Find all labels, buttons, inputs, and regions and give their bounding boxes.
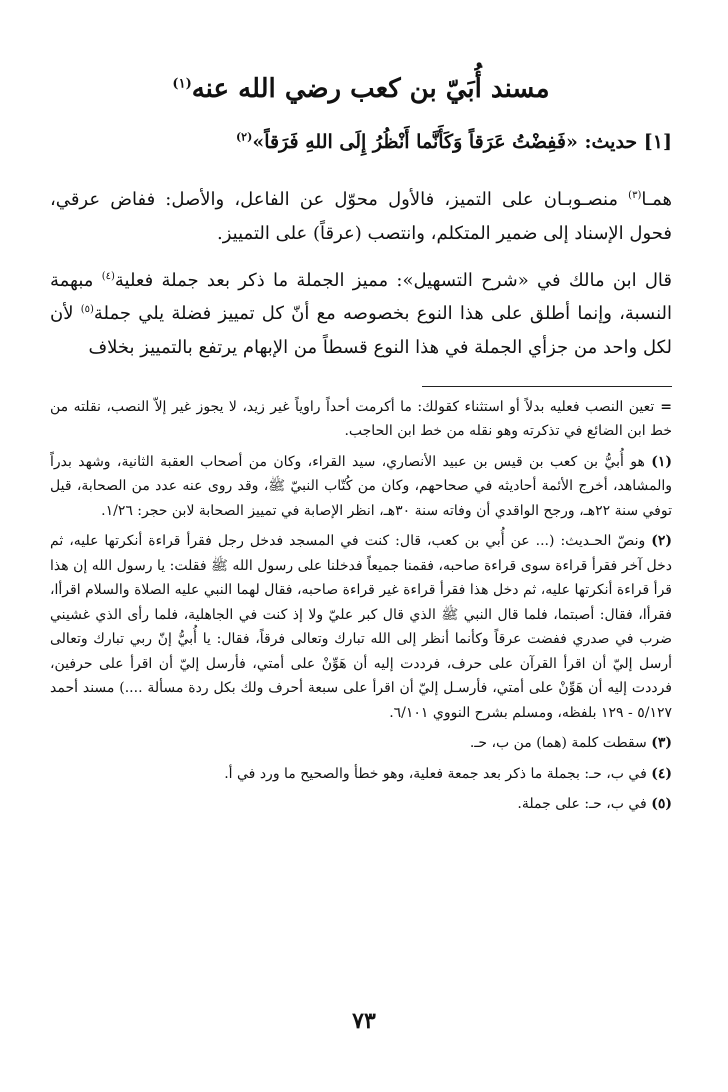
footnote-4-number: (٤) [651,765,672,782]
footnote-2-text: ونصّ الحـديث: (... عن أُبي بن كعب، قال: كنت في المسجد فدخل رجل فقرأ قراءة أنكرتها عليه، ثم دخل آخر فقرأ قراءة سوى قراءة صاحبه، فقمنا جميعاً فدخلنا على رسول الله ﷺ فقلت: يا رسول الله إن هذا قرأ قراءة أنكرتها عليه، ثم دخل هذا فقرأ قراءة غير قراءة صاحبه، فقال لهما النبي عليه الصلاة والسلام اقرأا، فقرأا، فقال: أصبتما، فلما قال النبي ﷺ الذي قال كبر عليّ ولا إذ كنت في الجاهلية، فلما رأى الذي غشيني ضرب في صدري ففضت عرقاً وكأنما أنظر إلى الله تبارك وتعالى فرقاً، فقال: يا أُبيُّ إنّ ربي تبارك وتعالى أرسل إليّ أن اقرأ القرآن على حرف، فرددت إليه أن هَوِّنْ على أمتي، فأرسل إليّ أن اقرأ على حرفين، فرددت إليه أن هَوِّنْ على أمتي، فأرسـل إليّ أن اقرأ على سبعة أحرف ولك بكل ردة مسألة ....) مسند أحمد ٥/١٢٧ - ١٢٩ بلفظه، ومسلم بشرح النووي ٦/١٠١. [50,533,673,721]
footnote-5-number: (٥) [651,796,672,813]
footnote-1-text: هو أُبيُّ بن كعب بن قيس بن عبيد الأنصاري، سيد القراء، وكان من أصحاب العقبة الثانية، وشهد بدراً والمشاهد، أخرج الأئمة أحاديثه في صحاحهم، وكان من كُتّاب النبيّ ﷺ، وقد روى عنه عدد من الصحابة، قيل توفي سنة ٢٢هـ، ورجح الواقدي أن وفاته سنة ٣٠هـ، انظر الإصابة في تمييز الصحابة لابن حجر: ١/٢٦. [50,453,672,519]
section-title-text: مسند أُبَيّ بن كعب رضي الله عنه [191,74,550,104]
footnote-5-text: في ب، حـ: على جملة. [517,796,647,813]
footnotes [50,395,672,817]
hadith-text: «فَفِضْتُ عَرَقاً وَكَأَنَّما أَنْظُرُ إِلَى اللهِ فَرَقاً» [252,131,578,153]
paragraph-1-start: همـا [641,189,672,211]
section-title [50,70,672,109]
paragraph-2-middle: مبهمة النسبة، وإنما أطلق على هذا النوع بخصوصه مع أنّ كل تمييز فضلة يلي جملة [50,269,672,325]
body-paragraph-1 [50,183,672,250]
footnote-4-text: في ب، حـ: بجملة ما ذكر بعد جمعة فعلية، وهو خطأ والصحيح ما ورد في أ. [224,765,647,782]
footnote-1-number: (١) [651,453,672,470]
hadith-label: [١] حديث: [584,131,672,153]
footnote-5 [50,792,672,817]
title-footnote-ref: (١) [172,76,192,92]
footnote-2-number: (٢) [651,533,672,550]
paragraph-2-rest: لأن لكل واحد من جزأي الجملة في هذا النوع قسطاً من الإبهام يرتفع بالتمييز بخلاف [50,303,672,358]
footnote-divider [422,386,672,387]
hadith-footnote-ref: (٢) [235,130,253,144]
paragraph-1-rest: منصـوبـان على التميز، فالأول محوّل عن الفاعل، والأصل: ففاض عرقي، فحول الإسناد إلى ضمير المتكلم، وانتصب (عرقاً) على التمييز. [50,189,672,244]
footnote-continuation [50,395,672,444]
continuation-text: تعين النصب فعليه بدلاً أو استثناء كقولك: ما أكرمت أحداً راوياً غير زيد، لا يجوز غير إلاّ النصب، نقلته من خط ابن الضائع في تذكرته وهو نقله من خط ابن الحاجب. [50,398,672,440]
page-number: ٧٣ [352,1008,376,1034]
footnote-4 [50,762,672,787]
footnote-3 [50,731,672,756]
footnote-2 [50,529,672,725]
footnote-3-text: سقطت كلمة (هما) من ب، حـ. [469,735,647,752]
footnote-1 [50,450,672,524]
hadith-line [50,127,672,157]
body-paragraph-2 [50,264,672,364]
paragraph-1-footnote-ref: (٣) [628,190,642,202]
continuation-mark: = [660,398,672,415]
paragraph-2-start: قال ابن مالك في «شرح التسهيل»: مميز الجملة ما ذكر بعد جملة فعلية [114,269,672,291]
paragraph-2-footnote-ref-a: (٤) [101,270,115,282]
footnote-3-number: (٣) [651,735,672,752]
paragraph-2-footnote-ref-b: (٥) [80,304,94,316]
